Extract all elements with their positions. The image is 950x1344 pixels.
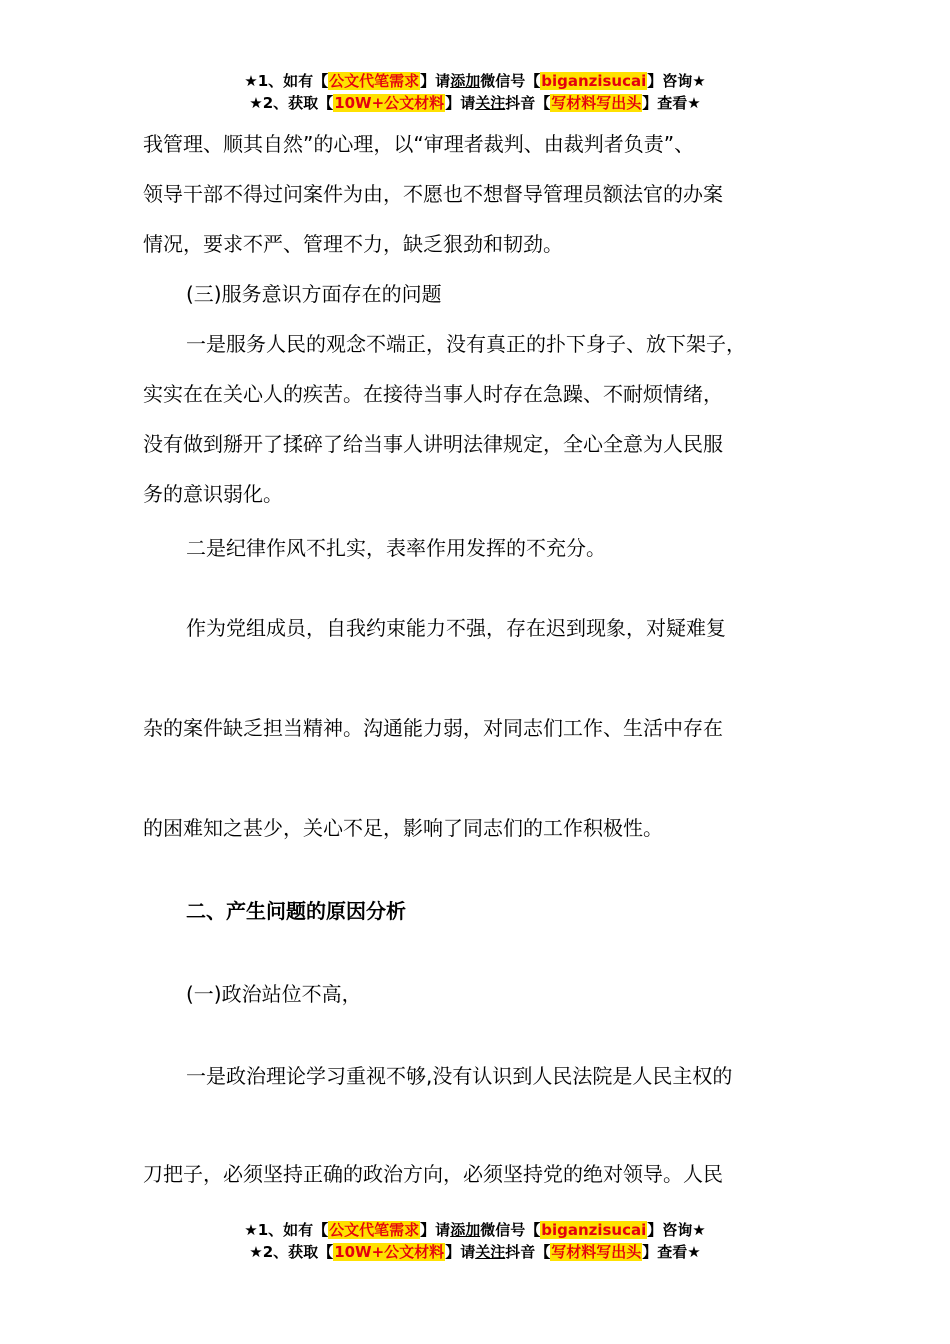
banner-wechat-id: biganzisucai — [541, 72, 647, 90]
banner-text: 】请 — [420, 1221, 451, 1239]
banner-text: 】请 — [445, 1243, 476, 1261]
banner-wechat-id: biganzisucai — [541, 1221, 647, 1239]
banner-text: 】查看★ — [642, 1243, 701, 1261]
body-line: 我管理、顺其自然”的心理，以“审理者裁判、由裁判者负责”、 — [143, 132, 695, 156]
banner-text: 微信号【 — [480, 72, 541, 90]
banner-highlight: 公文代笔需求 — [329, 72, 420, 90]
banner-line-2 — [0, 92, 950, 114]
header-banner — [0, 70, 950, 114]
banner-text: 抖音【 — [505, 94, 551, 112]
banner-text: ★1、如有【 — [244, 1221, 329, 1239]
body-line: 的困难知之甚少，关心不足，影响了同志们的工作积极性。 — [143, 816, 663, 840]
footer-banner — [0, 1219, 950, 1263]
banner-underline: 添加 — [450, 72, 481, 90]
body-line: 情况，要求不严、管理不力，缺乏狠劲和韧劲。 — [143, 232, 563, 256]
chapter-heading: 二、产生问题的原因分析 — [186, 899, 406, 923]
banner-highlight: 10W+公文材料 — [334, 1243, 445, 1261]
banner-underline: 关注 — [475, 94, 506, 112]
banner-line-2 — [0, 1241, 950, 1263]
banner-text: 】咨询★ — [647, 1221, 706, 1239]
body-line: 实实在在关心人的疾苦。在接待当事人时存在急躁、不耐烦情绪， — [143, 382, 723, 406]
banner-line-1 — [0, 70, 950, 92]
banner-text: 微信号【 — [480, 1221, 541, 1239]
body-line: 作为党组成员，自我约束能力不强，存在迟到现象，对疑难复 — [186, 616, 726, 640]
banner-highlight: 公文代笔需求 — [329, 1221, 420, 1239]
banner-line-1 — [0, 1219, 950, 1241]
banner-text: 】咨询★ — [647, 72, 706, 90]
body-line: 务的意识弱化。 — [143, 482, 283, 506]
banner-text: 】查看★ — [642, 94, 701, 112]
body-line: 一是服务人民的观念不端正，没有真正的扑下身子、放下架子， — [186, 332, 746, 356]
banner-text: ★1、如有【 — [244, 72, 329, 90]
body-line: 刀把子，必须坚持正确的政治方向，必须坚持党的绝对领导。人民 — [143, 1162, 723, 1186]
banner-douyin-name: 写材料写出头 — [551, 94, 642, 112]
banner-text: ★2、获取【 — [249, 94, 334, 112]
body-line: 领导干部不得过问案件为由，不愿也不想督导管理员额法官的办案 — [143, 182, 723, 206]
body-line: 杂的案件缺乏担当精神。沟通能力弱，对同志们工作、生活中存在 — [143, 716, 723, 740]
body-line: 一是政治理论学习重视不够,没有认识到人民法院是人民主权的 — [186, 1064, 733, 1088]
banner-underline: 关注 — [475, 1243, 506, 1261]
banner-underline: 添加 — [450, 1221, 481, 1239]
banner-text: 】请 — [445, 94, 476, 112]
banner-highlight: 10W+公文材料 — [334, 94, 445, 112]
banner-text: 抖音【 — [505, 1243, 551, 1261]
section-heading: (一)政治站位不高， — [186, 982, 362, 1006]
body-line: 没有做到掰开了揉碎了给当事人讲明法律规定，全心全意为人民服 — [143, 432, 723, 456]
body-line: 二是纪律作风不扎实，表率作用发挥的不充分。 — [186, 536, 606, 560]
banner-douyin-name: 写材料写出头 — [551, 1243, 642, 1261]
banner-text: ★2、获取【 — [249, 1243, 334, 1261]
banner-text: 】请 — [420, 72, 451, 90]
section-heading: (三)服务意识方面存在的问题 — [186, 282, 442, 306]
